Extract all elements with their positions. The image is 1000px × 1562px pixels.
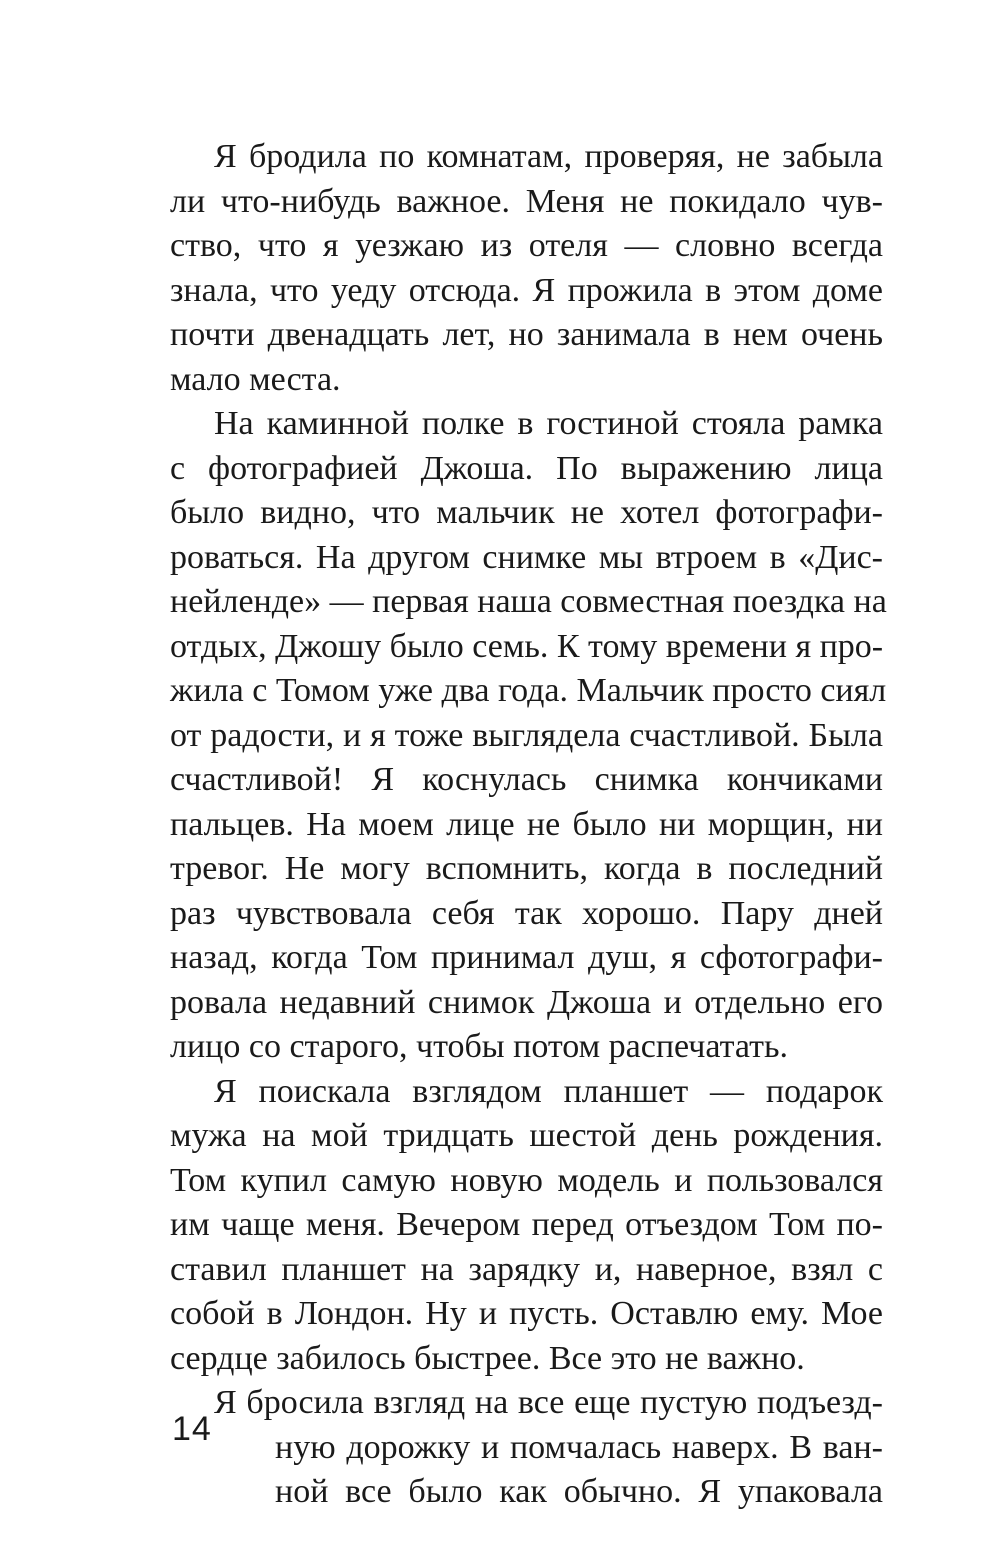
text-line: назад, когда Том принимал душ, я сфотографи- <box>170 939 883 976</box>
body-text <box>170 135 887 1515</box>
text-line: лицо со старого, чтобы потом распечатать. <box>170 1028 788 1065</box>
text-line: ли что-нибудь важное. Меня не покидало чув- <box>170 182 883 220</box>
text-line: нейленде» — первая наша совместная поездка на <box>170 583 887 620</box>
text-line: Я бросила взгляд на все еще пустую подъезд- <box>214 1384 883 1421</box>
text-line: отдых, Джошу было семь. К тому времени я про- <box>170 627 884 665</box>
text-line: им чаще меня. Вечером перед отъездом Том по- <box>170 1206 883 1243</box>
text-line: На каминной полке в гостиной стояла рамка <box>214 405 883 442</box>
text-line: сердце забилось быстрее. Все это не важно. <box>170 1339 805 1377</box>
text-line: Я поискала взглядом планшет — подарок <box>214 1072 883 1110</box>
text-line: ровала недавний снимок Джоша и отдельно его <box>170 983 883 1021</box>
text-line: мужа на мой тридцать шестой день рождения. <box>170 1117 883 1154</box>
text-line: от радости, и я тоже выглядела счастливой. Была <box>170 716 883 754</box>
text-line: раз чувствовала себя так хорошо. Пару дней <box>170 894 883 932</box>
text-line: ной все было как обычно. Я упаковала <box>275 1473 883 1510</box>
text-line: тревог. Не могу вспомнить, когда в последний <box>170 850 883 887</box>
text-line: было видно, что мальчик не хотел фотографи- <box>170 494 883 531</box>
text-line: ство, что я уезжаю из отеля — словно всегда <box>170 227 883 264</box>
text-line: роваться. На другом снимке мы втроем в «Дис- <box>170 538 883 576</box>
page-number: 14 <box>172 1410 212 1448</box>
text-line: пальцев. На моем лице не было ни морщин, ни <box>170 805 883 843</box>
text-line: знала, что уеду отсюда. Я прожила в этом доме <box>170 271 883 309</box>
text-line: Том купил самую новую модель и пользовался <box>170 1161 883 1199</box>
text-line: почти двенадцать лет, но занимала в нем очень <box>170 316 883 353</box>
text-line: Я бродила по комнатам, проверяя, не забыла <box>214 138 883 175</box>
text-line: ставил планшет на зарядку и, наверное, взял с <box>170 1250 883 1288</box>
text-line: ную дорожку и помчалась наверх. В ван- <box>275 1428 883 1466</box>
text-line: собой в Лондон. Ну и пусть. Оставлю ему. Мое <box>170 1295 883 1332</box>
text-line: жила с Томом уже два года. Мальчик просто сиял <box>170 672 887 709</box>
text-line: мало места. <box>170 360 341 398</box>
text-line: счастливой! Я коснулась снимка кончиками <box>170 761 883 798</box>
text-line: с фотографией Джоша. По выражению лица <box>170 449 883 487</box>
